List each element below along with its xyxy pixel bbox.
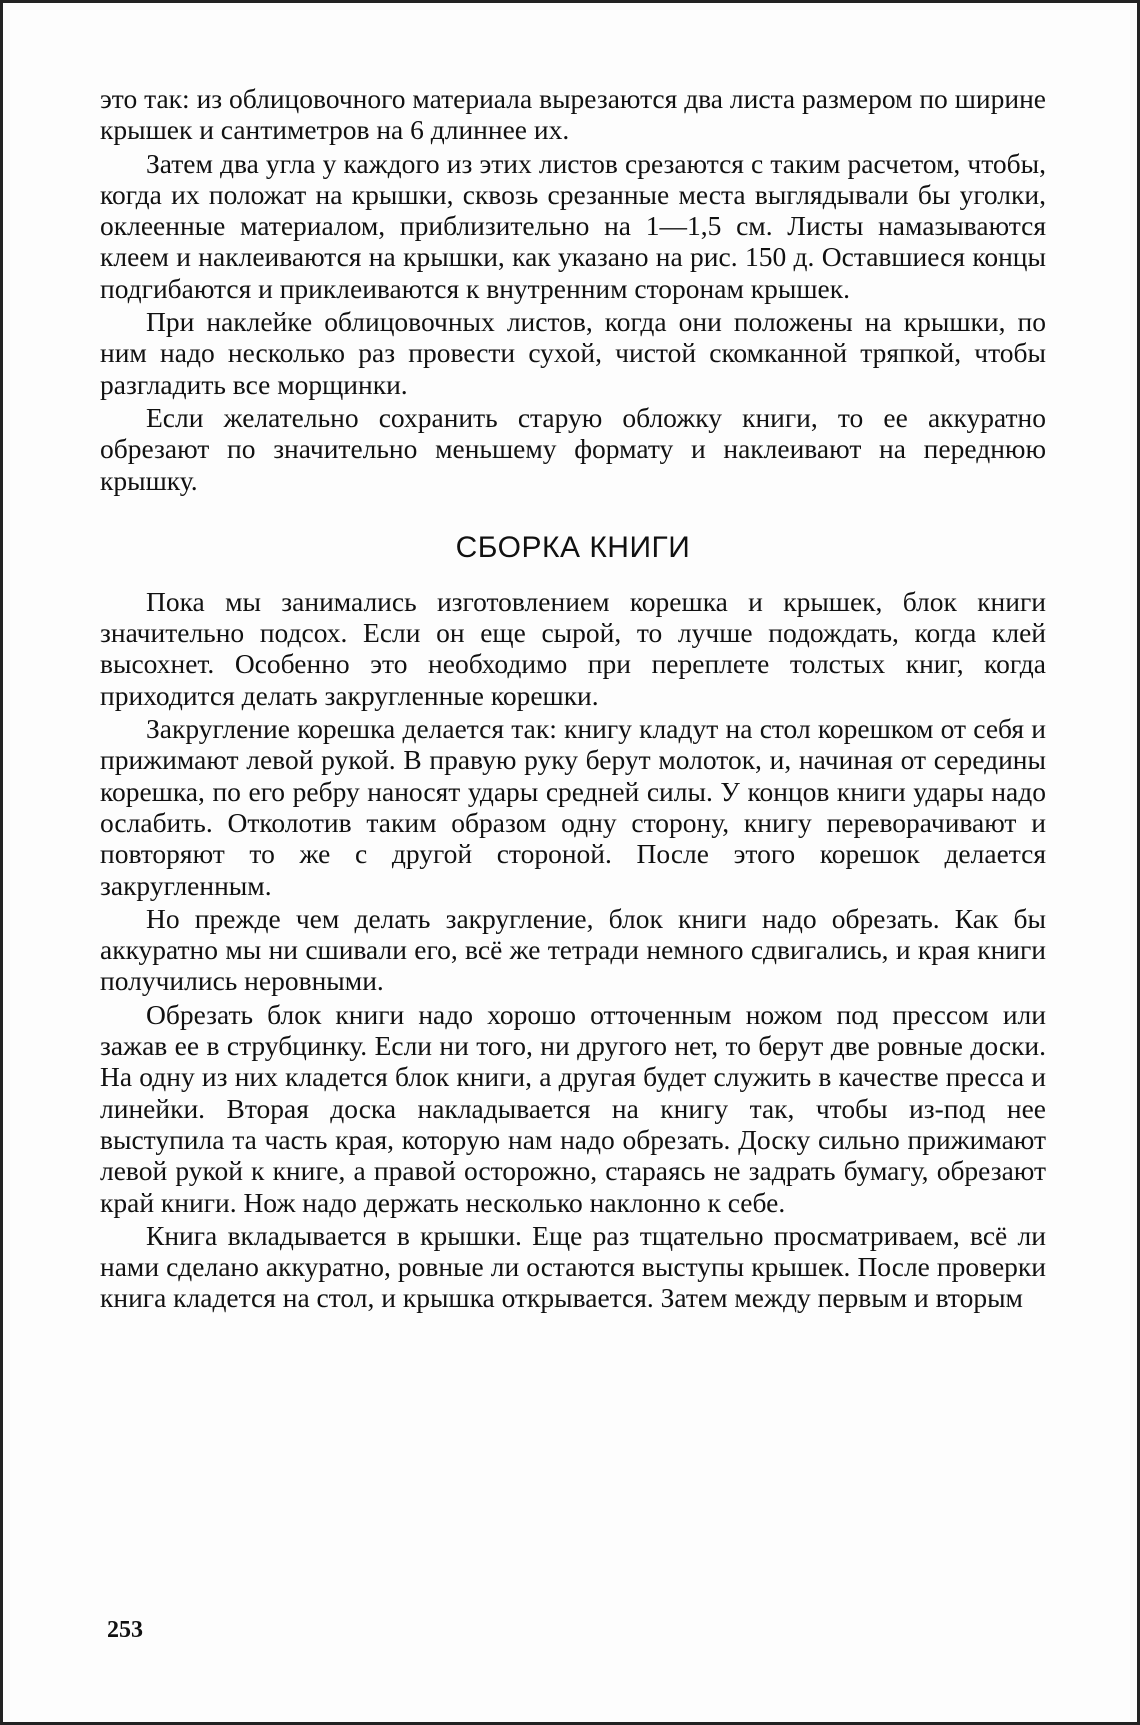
paragraph-casing-in: Книга вкладывается в крышки. Еще раз тщательно просматриваем, всё ли нами сделано аккуратно, ровные ли остаются выступы крышек. После проверки книга кладется на стол, и крышка открывается. Затем между первым и вторым [100,1219,1046,1314]
paragraph-drying-block: Пока мы занимались изготовлением корешка и крышек, блок книги значительно подсох. Если он еще сырой, то лучше подождать, когда клей высохнет. Особенно это необходимо при переплете толстых книг, когда приходится делать закругленные корешки. [100,585,1046,711]
section-heading: СБОРКА КНИГИ [455,530,691,564]
paragraph-trim-before-rounding: Но прежде чем делать закругление, блок книги надо обрезать. Как бы аккуратно мы ни сшивали его, всё же тетради немного сдвигались, и края книги получились неровными. [100,902,1046,997]
paragraph-smoothing-sheets: При наклейке облицовочных листов, когда они положены на крышки, по ним надо несколько раз провести сухой, чистой скомканной тряпкой, чтобы разгладить все морщинки. [100,306,1046,400]
page-text-body [100,83,1046,1316]
paragraph-trimming-method: Обрезать блок книги надо хорошо отточенным ножом под прессом или зажав ее в струбцинку. Если ни того, ни другого нет, то берут две ровные доски. На одну из них кладется блок книги, а другая будет служить в качестве пресса и линейки. Вторая доска накладывается на книгу так, чтобы из-под нее выступила та часть края, которую нам надо обрезать. Доску сильно прижимают левой рукой к книге, а правой осторожно, стараясь не задрать бумагу, обрезают край книги. Нож надо держать несколько наклонно к себе. [100,998,1046,1218]
paragraph-old-cover: Если желательно сохранить старую обложку книги, то ее аккуратно обрезают по значительно меньшему формату и наклеивают на переднюю крышку. [100,401,1046,496]
paragraph-continued: это так: из облицовочного материала вырезаются два листа размером по ширине крышек и сантиметров на 6 длиннее их. [100,83,1046,146]
page-number: 253 [107,1617,143,1643]
paragraph-rounding-spine: Закругление корешка делается так: книгу кладут на стол корешком от себя и прижимают левой рукой. В правую руку берут молоток, и, начиная от середины корешка, по его ребру наносят удары средней силы. У концов книги удары надо ослабить. Отколотив таким образом одну сторону, книгу переворачивают и повторяют то же с другой стороной. После этого корешок делается закругленным. [100,713,1046,901]
paragraph-cutting-corners: Затем два угла у каждого из этих листов срезаются с таким расчетом, чтобы, когда их положат на крышки, сквозь срезанные места выглядывали бы уголки, оклеенные материалом, приблизительно на 1—1,5 см. Листы намазываются клеем и наклеиваются на крышки, как указано на рис. 150 д. Оставшиеся концы подгибаются и приклеиваются к внутренним сторонам крышек. [100,147,1046,304]
